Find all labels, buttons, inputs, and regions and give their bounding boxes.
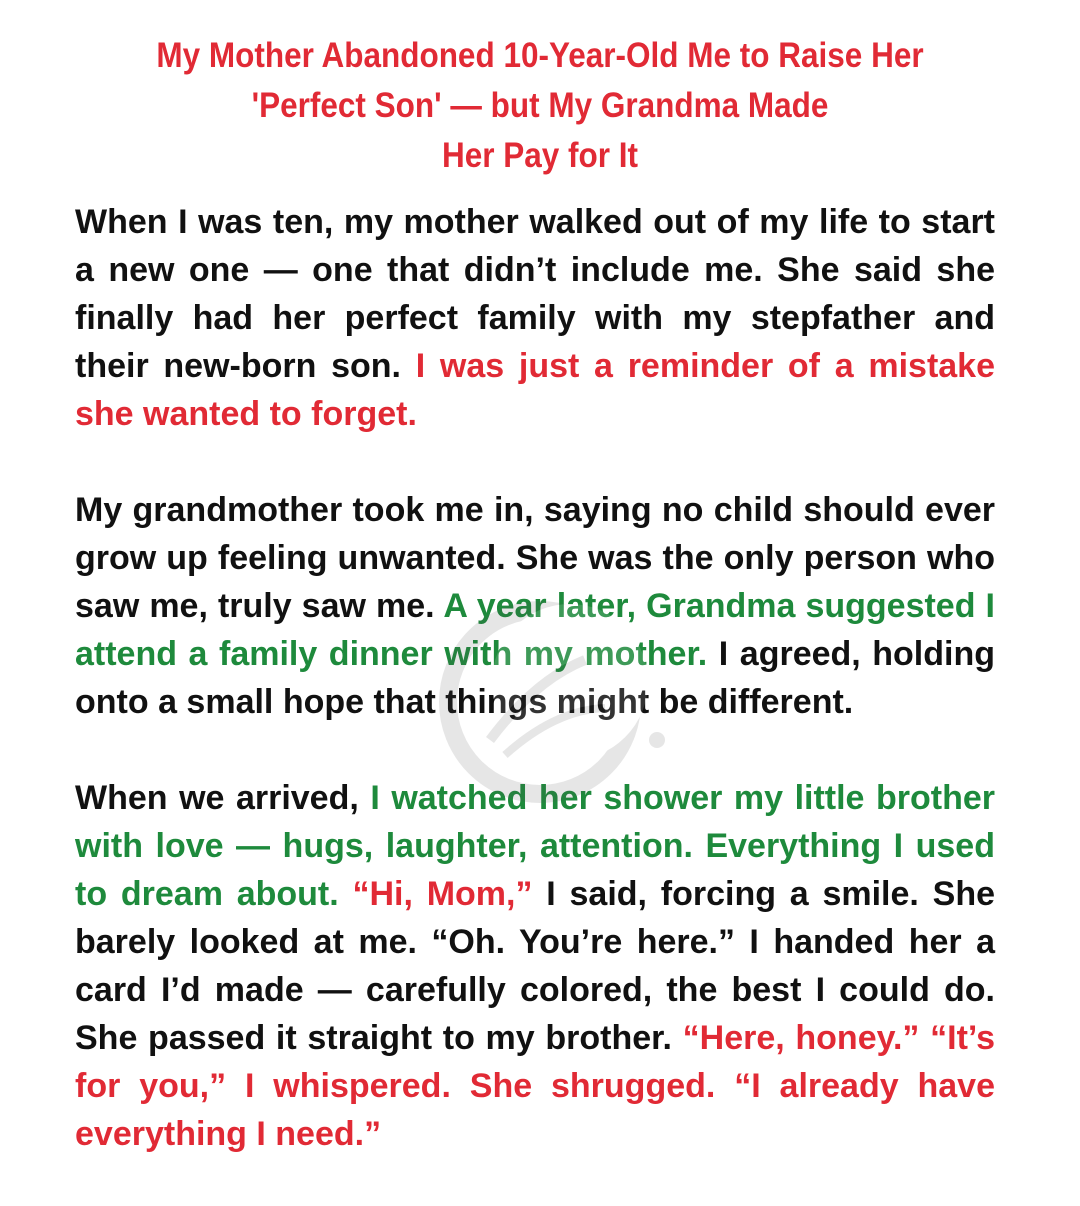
paragraph-text: I agreed, holding onto a small hope that things might be different. [75, 635, 995, 721]
story-title [108, 31, 972, 181]
title-line-3: Her Pay for It [441, 136, 639, 175]
paragraph-1 [75, 198, 995, 438]
highlight-green: I watched her shower my little brother with love — hugs, laughter, attention. Everything I used to dream about. [75, 779, 995, 913]
story-body [75, 198, 995, 1206]
paragraph-text: When I was ten, my mother walked out of my life to start a new one — one that didn’t include me. She said she finally had her perfect family with my stepfather and their new-born son. [75, 203, 995, 385]
paragraph-3 [75, 774, 995, 1158]
paragraph-text: My grandmother took me in, saying no child should ever grow up feeling unwanted. She was the only person who saw me, truly saw me. [75, 491, 995, 625]
paragraph-text: When we arrived, [75, 779, 371, 817]
paragraph-text: I said, forcing a smile. She barely looked at me. “Oh. You’re here.” I handed her a card I’d made — carefully colored, the best I could do. She passed it straight to my brother. [75, 875, 995, 1057]
highlight-red: I was just a reminder of a mistake she wanted to forget. [75, 347, 995, 433]
highlight-red: “Hi, Mom,” [338, 875, 533, 913]
highlight-red: “Here, honey.” “It’s for you,” I whispered. She shrugged. “I already have everything I need.” [75, 1019, 995, 1153]
paragraph-2 [75, 486, 995, 726]
title-line-1: My Mother Abandoned 10-Year-Old Me to Raise Her [156, 36, 924, 75]
title-line-2: 'Perfect Son' — but My Grandma Made [251, 86, 829, 125]
highlight-green: A year later, Grandma suggested I attend a family dinner with my mother. [75, 587, 995, 673]
